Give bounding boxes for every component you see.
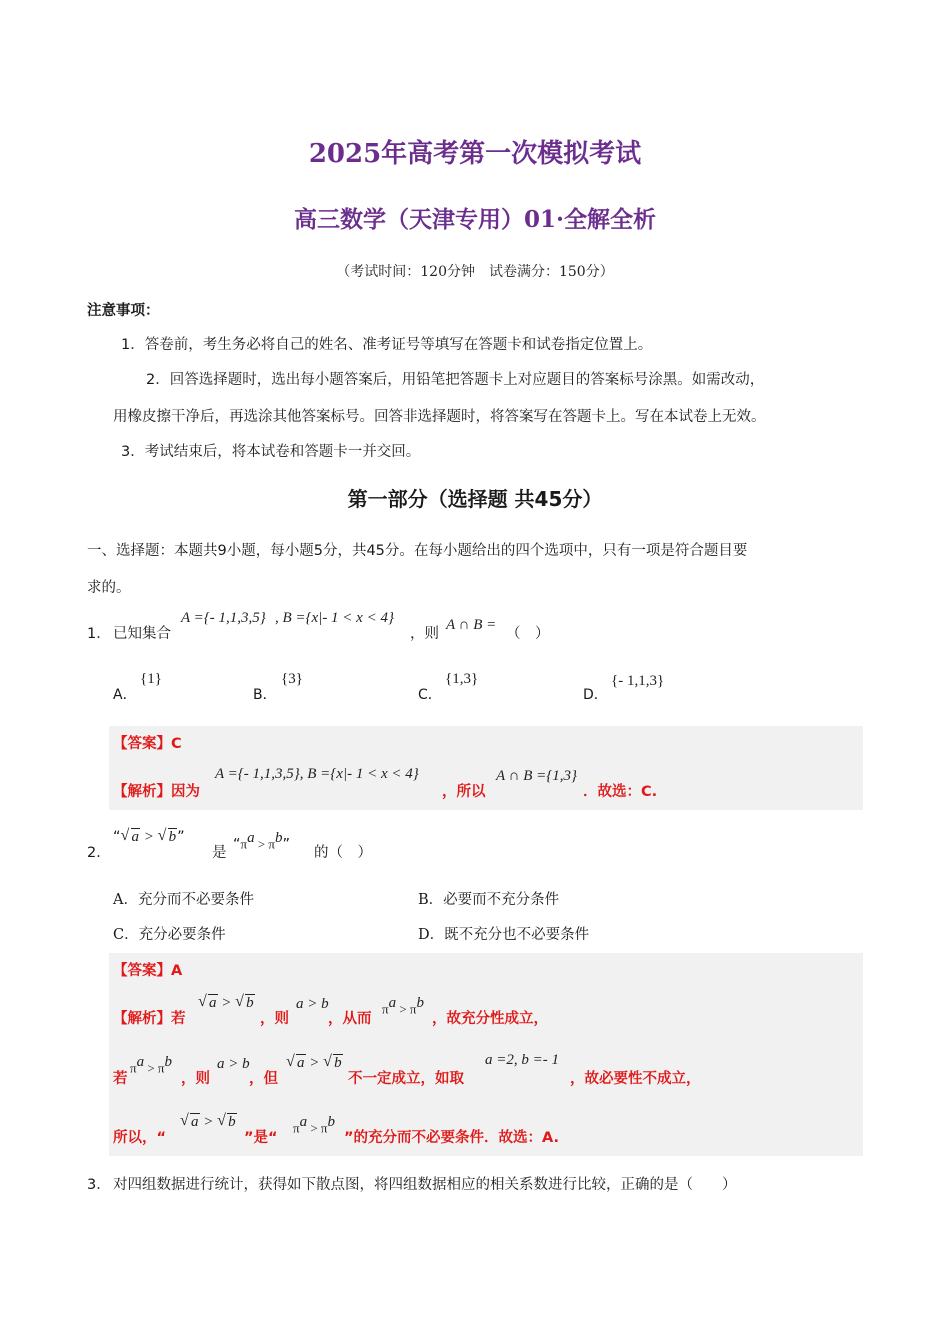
section-intro-line-2: 求的。	[87, 580, 131, 596]
q1-analysis-end: ．故选：C.	[583, 784, 658, 800]
q2-analysis-line3-a: 所以，“	[113, 1130, 167, 1146]
q3-number: 3．	[87, 1177, 111, 1193]
q1-analysis-math-2: A ∩ B ={1,3}	[496, 768, 578, 784]
q2-option-d: D．既不充分也不必要条件	[418, 927, 590, 943]
q2-condition-2: “$\pi^a > \pi^b$”	[233, 830, 291, 853]
q2-condition-1: “√ a > √ b”	[113, 826, 185, 846]
q2-analysis-line2-cond1: √ a > √ b	[286, 1052, 343, 1072]
q2-analysis-line2-b: ，则	[181, 1071, 210, 1087]
q1-number: 1．	[87, 626, 111, 642]
q2-number: 2．	[87, 845, 111, 861]
q1-expression: A ∩ B =	[446, 617, 497, 633]
q1-stem-pre: 已知集合	[113, 626, 171, 642]
q3-stem: 对四组数据进行统计，获得如下散点图，将四组数据相应的相关系数进行比较，正确的是（ ）	[113, 1177, 737, 1193]
q1-analysis-math-1: A ={- 1,1,3,5}, B ={x|- 1 < x < 4}	[215, 766, 419, 782]
section-title: 第一部分（选择题 共45分）	[347, 487, 603, 511]
q1-option-c-label: C．	[418, 687, 442, 703]
q1-option-a: {1}	[140, 671, 162, 687]
q2-analysis-line1-math: a > b	[296, 996, 329, 1012]
notice-item-3: 3．考试结束后，将本试卷和答题卡一并交回。	[121, 444, 421, 460]
q2-analysis-line3-cond2: $\pi^a > \pi^b$	[293, 1114, 335, 1136]
q2-analysis-line1-b: ，则	[260, 1011, 289, 1027]
q1-stem-mid: ，则	[410, 626, 439, 642]
q1-option-d-label: D．	[583, 687, 608, 703]
q2-analysis-line3-b: ”是“	[244, 1130, 278, 1146]
section-intro-line-1: 一、选择题：本题共9小题，每小题5分，共45分。在每小题给出的四个选项中，只有一项是符合题目要	[87, 543, 748, 559]
q1-analysis-label: 【解析】因为	[113, 784, 200, 800]
q2-analysis-line2-cond2: $\pi^a > \pi^b$	[130, 1054, 172, 1076]
q2-is-text: 是	[212, 845, 227, 861]
q2-tail: 的（ ）	[314, 845, 372, 861]
q2-analysis-line1-cond1: √ a > √ b	[198, 992, 255, 1012]
exam-subtitle: 高三数学（天津专用）01·全解全析	[293, 206, 656, 233]
q1-option-b-label: B．	[253, 687, 277, 703]
q1-set-a: A ={- 1,1,3,5}	[181, 610, 266, 626]
q2-option-a: A．充分而不必要条件	[113, 892, 254, 908]
q1-option-b: {3}	[281, 671, 303, 687]
q1-set-b: , B ={x|- 1 < x < 4}	[275, 610, 394, 626]
q1-option-a-label: A．	[113, 687, 137, 703]
q1-stem-end: （ ）	[506, 626, 550, 642]
q2-analysis-line1-cond2: $\pi^a > \pi^b$	[382, 995, 424, 1017]
q2-analysis-line2-d: 不一定成立，如取	[348, 1071, 464, 1087]
exam-info: （考试时间：120分钟 试卷满分：150分）	[336, 264, 614, 280]
q2-analysis-line2-e: ，故必要性不成立，	[570, 1071, 701, 1087]
q1-answer: 【答案】C	[113, 736, 182, 752]
q2-analysis-line3-cond1: √ a > √ b	[180, 1111, 237, 1131]
q2-analysis-line3-c: ”的充分而不必要条件．故选：A.	[344, 1130, 560, 1146]
notice-item-1: 1．答卷前，考生务必将自己的姓名、准考证号等填写在答题卡和试卷指定位置上。	[121, 337, 653, 353]
notice-item-2-line-2: 用橡皮擦干净后，再选涂其他答案标号。回答非选择题时，将答案写在答题卡上。写在本试卷上无效。	[113, 409, 766, 425]
q2-option-c: C．充分必要条件	[113, 927, 226, 943]
q2-analysis-line1-c: ，从而	[328, 1011, 372, 1027]
q1-option-c: {1,3}	[445, 671, 479, 687]
q2-analysis-line2-c: ，但	[249, 1071, 278, 1087]
q2-analysis-line1-a: 【解析】若	[113, 1011, 186, 1027]
q2-option-b: B．必要而不充分条件	[418, 892, 560, 908]
q2-analysis-line2-math: a > b	[217, 1056, 250, 1072]
q1-analysis-mid: ，所以	[442, 784, 486, 800]
q2-analysis-line2-a: 若	[113, 1071, 128, 1087]
q1-option-d: {- 1,1,3}	[611, 673, 665, 689]
notice-item-2-line-1: 2．回答选择题时，选出每小题答案后，用铅笔把答题卡上对应题目的答案标号涂黑。如需改动，	[146, 372, 765, 388]
exam-title: 2025年高考第一次模拟考试	[308, 139, 642, 169]
q2-analysis-line1-d: ，故充分性成立，	[432, 1011, 548, 1027]
q2-answer: 【答案】A	[113, 963, 183, 979]
notice-heading: 注意事项：	[87, 303, 160, 319]
q2-analysis-line2-math2: a =2, b =- 1	[485, 1052, 559, 1068]
